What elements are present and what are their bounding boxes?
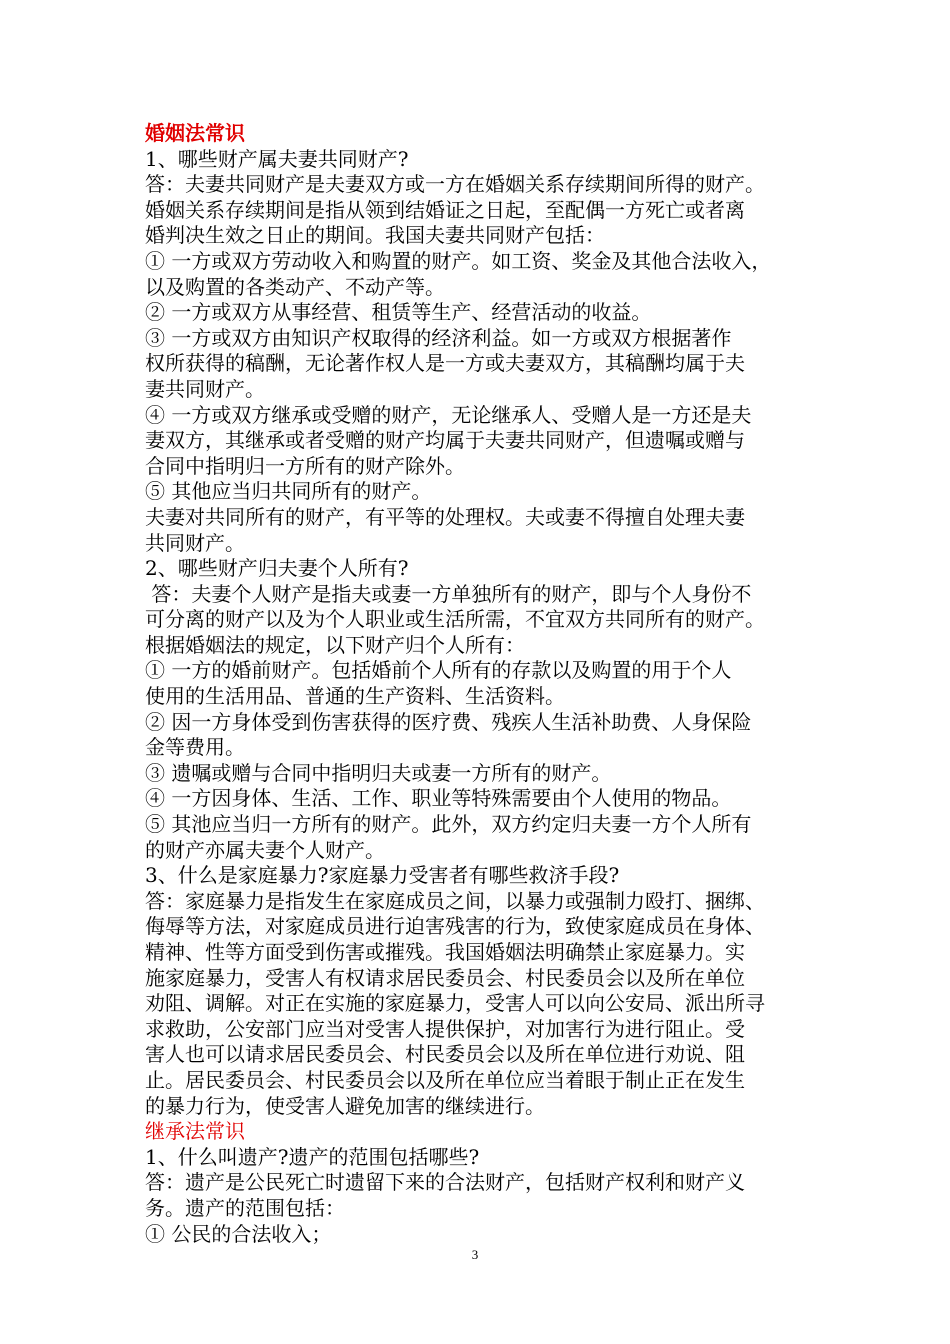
answer-line: ③ 遗嘱或赠与合同中指明归夫或妻一方所有的财产。 [145, 760, 612, 785]
answer-line: 婚姻关系存续期间是指从领到结婚证之日起，至配偶一方死亡或者离 [145, 197, 745, 222]
question-title: 1、什么叫遗产?遗产的范围包括哪些? [145, 1144, 480, 1169]
answer-line: 劝阻、调解。对正在实施的家庭暴力，受害人可以向公安局、派出所寻 [145, 991, 765, 1016]
answer-line: 的暴力行为，使受害人避免加害的继续进行。 [145, 1093, 545, 1118]
answer-line: ① 一方的婚前财产。包括婚前个人所有的存款以及购置的用于个人 [145, 658, 732, 683]
answer-line: 的财产亦属夫妻个人财产。 [145, 837, 385, 862]
question-title: 3、什么是家庭暴力?家庭暴力受害者有哪些救济手段? [145, 863, 620, 888]
document-page [145, 121, 815, 1247]
answer-line: 夫妻对共同所有的财产，有平等的处理权。夫或妻不得擅自处理夫妻 [145, 504, 745, 529]
answer-block [145, 1170, 815, 1247]
answer-line: 婚判决生效之日止的期间。我国夫妻共同财产包括： [145, 223, 605, 248]
answer-line: ② 一方或双方从事经营、租赁等生产、经营活动的收益。 [145, 300, 652, 325]
answer-line: ④ 一方因身体、生活、工作、职业等特殊需要由个人使用的物品。 [145, 786, 732, 811]
answer-line: ⑤ 其他应当归共同所有的财产。 [145, 479, 432, 504]
answer-line: ② 因一方身体受到伤害获得的医疗费、残疾人生活补助费、人身保险 [145, 709, 752, 734]
answer-line: 合同中指明归一方所有的财产除外。 [145, 453, 465, 478]
answer-line: ④ 一方或双方继承或受赠的财产，无论继承人、受赠人是一方还是夫 [145, 402, 752, 427]
section-title-marriage-law: 婚姻法常识 [145, 121, 245, 145]
answer-line: 务。遗产的范围包括： [145, 1195, 345, 1220]
answer-line: 答：遗产是公民死亡时遗留下来的合法财产，包括财产权利和财产义 [145, 1170, 745, 1195]
answer-line: 施家庭暴力，受害人有权请求居民委员会、村民委员会以及所在单位 [145, 965, 745, 990]
answer-block [145, 889, 815, 1119]
answer-line: 以及购置的各类动产、不动产等。 [145, 274, 445, 299]
answer-line: 共同财产。 [145, 530, 245, 555]
answer-line: 害人也可以请求居民委员会、村民委员会以及所在单位进行劝说、阻 [145, 1042, 745, 1067]
answer-line: 根据婚姻法的规定，以下财产归个人所有： [145, 632, 525, 657]
answer-line: 答：夫妻个人财产是指夫或妻一方单独所有的财产，即与个人身份不 [145, 581, 752, 606]
answer-line: ⑤ 其池应当归一方所有的财产。此外，双方约定归夫妻一方个人所有 [145, 812, 752, 837]
answer-line: 求救助，公安部门应当对受害人提供保护，对加害行为进行阻止。受 [145, 1016, 745, 1041]
answer-line: ① 公民的合法收入； [145, 1221, 332, 1246]
question-title: 1、哪些财产属夫妻共同财产? [145, 146, 409, 171]
answer-line: 妻共同财产。 [145, 376, 265, 401]
answer-block [145, 582, 815, 864]
page-number: 3 [471, 1247, 479, 1262]
answer-line: 答：夫妻共同财产是夫妻双方或一方在婚姻关系存续期间所得的财产。 [145, 172, 765, 197]
answer-block [145, 172, 815, 556]
answer-line: 使用的生活用品、普通的生产资料、生活资料。 [145, 684, 565, 709]
answer-line: ③ 一方或双方由知识产权取得的经济利益。如一方或双方根据著作 [145, 325, 732, 350]
question-title: 2、哪些财产归夫妻个人所有? [145, 556, 409, 581]
answer-line: 答：家庭暴力是指发生在家庭成员之间，以暴力或强制力殴打、捆绑、 [145, 888, 765, 913]
answer-line: ① 一方或双方劳动收入和购置的财产。如工资、奖金及其他合法收入， [145, 248, 772, 273]
section-title-inheritance-law: 继承法常识 [145, 1119, 245, 1144]
answer-line: 精神、性等方面受到伤害或摧残。我国婚姻法明确禁止家庭暴力。实 [145, 940, 745, 964]
answer-line: 权所获得的稿酬，无论著作权人是一方或夫妻双方，其稿酬均属于夫 [145, 351, 745, 376]
answer-line: 妻双方，其继承或者受赠的财产均属于夫妻共同财产，但遗嘱或赠与 [145, 428, 745, 453]
answer-line: 止。居民委员会、村民委员会以及所在单位应当着眼于制止正在发生 [145, 1067, 745, 1092]
answer-line: 可分离的财产以及为个人职业或生活所需，不宜双方共同所有的财产。 [145, 607, 765, 632]
answer-line: 侮辱等方法，对家庭成员进行迫害残害的行为，致使家庭成员在身体、 [145, 914, 765, 939]
answer-line: 金等费用。 [145, 735, 245, 760]
